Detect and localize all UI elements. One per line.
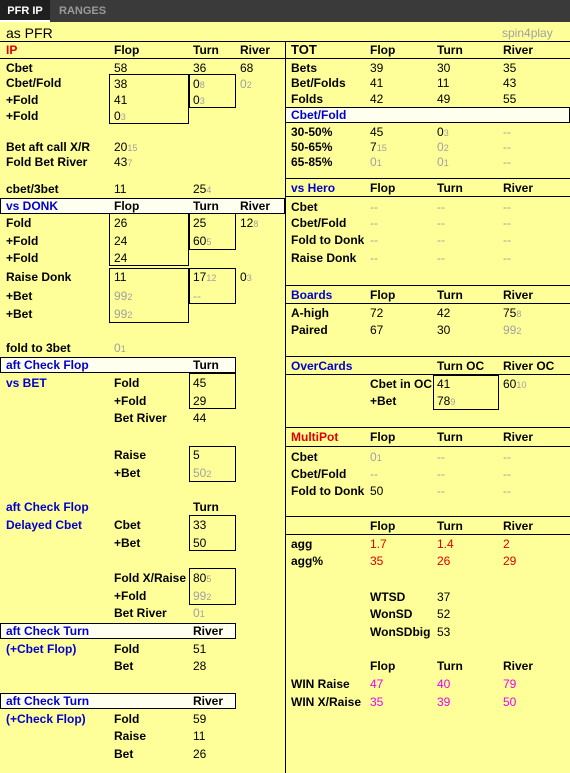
page-title: as PFR	[6, 25, 53, 41]
boards-underline	[285, 303, 570, 304]
agg-pct-river: 29	[503, 554, 517, 568]
hero-cbet-fold-label: Cbet/Fold	[291, 216, 347, 230]
cbet-flop-fold-label: Fold	[114, 642, 140, 656]
hero-raise-donk-label: Raise Donk	[291, 251, 357, 265]
cbet-3bet-label: cbet/3bet	[6, 182, 59, 196]
cbet-in-oc-label: Cbet in OC	[370, 377, 432, 391]
hero-raise-donk-river: --	[503, 251, 511, 265]
acf-turn-header: Turn	[193, 358, 219, 372]
vs-hero-label: vs Hero	[291, 181, 336, 195]
oc-plus-bet-label: +Bet	[370, 394, 397, 408]
mp-cbet-turn: --	[437, 450, 445, 464]
mp-fold-donk-river: --	[503, 484, 511, 498]
agg-pct-flop: 35	[370, 554, 384, 568]
wonsd-value: 52	[437, 607, 451, 621]
raise-plus-bet-1-flop: 992	[114, 289, 133, 303]
wtsd-value: 37	[437, 590, 451, 604]
tab-ranges[interactable]: RANGES	[59, 5, 107, 17]
ip-header-underline	[0, 58, 285, 59]
overcards-underline	[285, 374, 570, 375]
donk-flop-header: Flop	[114, 199, 140, 213]
fold-to-3bet-flop: 01	[114, 341, 126, 355]
win-raise-flop: 47	[370, 677, 384, 691]
fold-xraise-label: Fold X/Raise	[114, 571, 187, 585]
tab-bar	[0, 0, 570, 22]
donk-plus-fold-2-flop: 24	[114, 251, 128, 265]
delayed-plus-fold: 992	[193, 589, 212, 603]
agg-pct-label: agg%	[291, 554, 324, 568]
ip-header-label: IP	[6, 43, 18, 57]
donk-plus-fold-1-flop: 24	[114, 234, 128, 248]
tot-turn-header: Turn	[437, 43, 463, 57]
check-flop-label: (+Check Flop)	[6, 712, 86, 726]
boards-turn-header: Turn	[437, 288, 463, 302]
hero-cbet-fold-river: --	[503, 216, 511, 230]
wonsd-label: WonSD	[370, 607, 413, 621]
delayed-cbet: 33	[193, 518, 207, 532]
mp-cbet-fold-flop: --	[370, 467, 378, 481]
vs-bet-plus-fold: 29	[193, 394, 207, 408]
cbet-fold-section-label: Cbet/Fold	[291, 108, 347, 122]
cf-30-50-flop: 45	[370, 125, 384, 139]
donk-fold-river: 128	[240, 216, 259, 230]
hero-fold-donk-river: --	[503, 233, 511, 247]
win-raise-river: 79	[503, 677, 517, 691]
agg-river-header: River	[503, 519, 534, 533]
donk-river-header: River	[240, 199, 271, 213]
hero-turn-header: Turn	[437, 181, 463, 195]
hero-cbet-label: Cbet	[291, 200, 318, 214]
vs-bet-bet-river-label: Bet River	[114, 411, 167, 425]
vs-bet-raise: 5	[193, 448, 200, 462]
hero-raise-donk-flop: --	[370, 251, 378, 265]
overcards-turn-header: Turn OC	[437, 359, 485, 373]
cbet-flop-fold: 51	[193, 642, 207, 656]
cf-30-50-river: --	[503, 125, 511, 139]
paired-label: Paired	[291, 323, 328, 337]
cbet-fold-flop: 38	[114, 77, 128, 91]
folds-turn: 49	[437, 92, 451, 106]
agg-turn-header: Turn	[437, 519, 463, 533]
hero-fold-donk-flop: --	[370, 233, 378, 247]
tab-pfr-ip[interactable]: PFR IP	[0, 0, 50, 22]
mp-cbet-label: Cbet	[291, 450, 318, 464]
check-flop-fold: 59	[193, 712, 207, 726]
hero-fold-donk-turn: --	[437, 233, 445, 247]
win-xraise-label: WIN X/Raise	[291, 695, 362, 709]
mp-cbet-river: --	[503, 450, 511, 464]
boards-top-rule	[285, 285, 570, 286]
boards-label: Boards	[291, 288, 333, 302]
delayed-plus-fold-label: +Fold	[114, 589, 147, 603]
check-flop-bet-label: Bet	[114, 747, 134, 761]
paired-flop: 67	[370, 323, 384, 337]
delayed-cbet-label: Delayed Cbet	[6, 518, 83, 532]
check-flop-raise: 11	[193, 729, 206, 743]
hero-cbet-river: --	[503, 200, 511, 214]
boards-flop-header: Flop	[370, 288, 396, 302]
agg-river: 2	[503, 537, 510, 551]
donk-plus-fold-1-turn: 605	[193, 234, 212, 248]
cbet-flop-label: (+Cbet Flop)	[6, 642, 77, 656]
hero-cbet-flop: --	[370, 200, 378, 214]
delayed-bet-river: 01	[193, 606, 205, 620]
tot-river-header: River	[503, 43, 534, 57]
paired-river: 992	[503, 323, 522, 337]
donk-turn-header: Turn	[193, 199, 219, 213]
cbet-fold-turn: 08	[193, 77, 205, 91]
overcards-top-rule	[285, 356, 570, 357]
ip-flop-header: Flop	[114, 43, 140, 57]
a-high-label: A-high	[291, 306, 329, 320]
column-divider	[285, 41, 286, 773]
check-flop-fold-label: Fold	[114, 712, 140, 726]
agg-underline	[285, 534, 570, 535]
overcards-label: OverCards	[291, 359, 353, 373]
cbet-flop: 58	[114, 61, 128, 75]
raise-plus-bet-label-2: +Bet	[6, 307, 33, 321]
bets-flop: 39	[370, 61, 384, 75]
wonsdbig-value: 53	[437, 625, 451, 639]
cf-50-65-flop: 715	[370, 140, 387, 154]
bet-aft-call-label: Bet aft call X/R	[6, 140, 91, 154]
oc-plus-bet-turn: 789	[437, 394, 456, 408]
cbet-in-oc-river: 6010	[503, 377, 527, 391]
win-xraise-flop: 35	[370, 695, 384, 709]
cbet-in-oc-turn: 41	[437, 377, 451, 391]
mp-fold-donk-flop: 50	[370, 484, 384, 498]
aft-check-turn-2-label: aft Check Turn	[6, 694, 90, 708]
mp-cbet-flop: 01	[370, 450, 382, 464]
cbet-fold-river: 02	[240, 77, 252, 91]
vs-donk-label: vs DONK	[6, 199, 59, 213]
cf-30-50-turn: 03	[437, 125, 449, 139]
vs-bet-bet-river: 44	[193, 411, 207, 425]
paired-turn: 30	[437, 323, 451, 337]
delayed-plus-bet-label: +Bet	[114, 536, 141, 550]
win-turn-header: Turn	[437, 659, 463, 673]
donk-plus-fold-label-1: +Fold	[6, 234, 39, 248]
cbet-flop-bet: 28	[193, 659, 207, 673]
cbet-3bet-turn: 254	[193, 182, 212, 196]
folds-river: 55	[503, 92, 517, 106]
bet-aft-call-flop: 2015	[114, 140, 138, 154]
hero-underline	[285, 196, 570, 197]
fold-xraise: 805	[193, 571, 212, 585]
agg-turn: 1.4	[437, 537, 454, 551]
raise-donk-turn: 1712	[193, 270, 217, 284]
win-raise-turn: 40	[437, 677, 451, 691]
delayed-bet-river-label: Bet River	[114, 606, 167, 620]
vs-bet-label: vs BET	[6, 376, 47, 390]
vs-bet-plus-bet: 502	[193, 466, 212, 480]
mp-fold-donk-turn: --	[437, 484, 445, 498]
bet-folds-turn: 11	[437, 76, 450, 90]
act-river-header: River	[193, 624, 224, 638]
wtsd-label: WTSD	[370, 590, 406, 604]
donk-fold-label: Fold	[6, 216, 32, 230]
check-flop-raise-label: Raise	[114, 729, 147, 743]
multipot-label: MultiPot	[291, 430, 339, 444]
overcards-river-header: River OC	[503, 359, 555, 373]
mp-cbet-fold-river: --	[503, 467, 511, 481]
cbet-flop-bet-label: Bet	[114, 659, 134, 673]
hero-cbet-turn: --	[437, 200, 445, 214]
vs-bet-fold: 45	[193, 376, 207, 390]
cf-65-85-river: --	[503, 155, 511, 169]
tot-underline	[285, 58, 570, 59]
folds-flop: 42	[370, 92, 384, 106]
cf-65-85-label: 65-85%	[291, 155, 333, 169]
fold-bet-river-flop: 437	[114, 155, 133, 169]
cf-30-50-label: 30-50%	[291, 125, 333, 139]
cf-50-65-turn: 02	[437, 140, 449, 154]
plus-fold-1-turn: 03	[193, 93, 205, 107]
multipot-underline	[285, 446, 570, 447]
cbet-fold-label: Cbet/Fold	[6, 76, 62, 90]
aft-check-flop-2-label: aft Check Flop	[6, 500, 89, 514]
win-xraise-turn: 39	[437, 695, 451, 709]
a-high-turn: 42	[437, 306, 451, 320]
raise-donk-river: 03	[240, 270, 252, 284]
aft-check-turn-label: aft Check Turn	[6, 624, 90, 638]
agg-top-rule	[285, 516, 570, 517]
fold-to-3bet-label: fold to 3bet	[6, 341, 71, 355]
mp-cbet-fold-turn: --	[437, 467, 445, 481]
vs-bet-fold-label: Fold	[114, 376, 140, 390]
raise-plus-bet-2-flop: 992	[114, 307, 133, 321]
tot-flop-header: Flop	[370, 43, 396, 57]
vs-bet-plus-fold-label: +Fold	[114, 394, 147, 408]
cf-65-85-flop: 01	[370, 155, 382, 169]
cf-50-65-label: 50-65%	[291, 140, 333, 154]
folds-label: Folds	[291, 92, 323, 106]
agg-pct-turn: 26	[437, 554, 451, 568]
multipot-top-rule	[285, 427, 570, 428]
hero-top-rule	[285, 178, 570, 179]
mp-fold-donk-label: Fold to Donk	[291, 484, 365, 498]
raise-donk-label: Raise Donk	[6, 270, 72, 284]
raise-plus-bet-1-turn: --	[193, 289, 201, 303]
agg-flop: 1.7	[370, 537, 387, 551]
multipot-flop-header: Flop	[370, 430, 396, 444]
hero-fold-donk-label: Fold to Donk	[291, 233, 365, 247]
tot-label: TOT	[291, 42, 317, 57]
a-high-flop: 72	[370, 306, 384, 320]
check-flop-bet: 26	[193, 747, 207, 761]
cbet-3bet-flop: 11	[114, 182, 127, 196]
hero-river-header: River	[503, 181, 534, 195]
agg-flop-header: Flop	[370, 519, 396, 533]
hero-raise-donk-turn: --	[437, 251, 445, 265]
a-high-river: 758	[503, 306, 522, 320]
ip-turn-header: Turn	[193, 43, 219, 57]
boards-river-header: River	[503, 288, 534, 302]
delayed-cbet-row-label: Cbet	[114, 518, 141, 532]
cbet-label: Cbet	[6, 61, 33, 75]
win-river-header: River	[503, 659, 534, 673]
mp-cbet-fold-label: Cbet/Fold	[291, 467, 347, 481]
multipot-river-header: River	[503, 430, 534, 444]
raise-plus-bet-label-1: +Bet	[6, 289, 33, 303]
hero-cbet-fold-flop: --	[370, 216, 378, 230]
act2-river-header: River	[193, 694, 224, 708]
plus-fold-2-flop: 03	[114, 109, 126, 123]
donk-fold-flop: 26	[114, 216, 128, 230]
bets-turn: 30	[437, 61, 451, 75]
cf-50-65-river: --	[503, 140, 511, 154]
fold-bet-river-label: Fold Bet River	[6, 155, 88, 169]
bets-river: 35	[503, 61, 517, 75]
plus-fold-label-2: +Fold	[6, 109, 39, 123]
multipot-turn-header: Turn	[437, 430, 463, 444]
wonsdbig-label: WonSDbig	[370, 625, 431, 639]
ip-river-header: River	[240, 43, 271, 57]
vs-bet-raise-label: Raise	[114, 448, 147, 462]
vs-bet-plus-bet-label: +Bet	[114, 466, 141, 480]
acf2-turn-header: Turn	[193, 500, 219, 514]
cbet-turn: 36	[193, 61, 207, 75]
win-raise-label: WIN Raise	[291, 677, 350, 691]
raise-donk-flop: 11	[114, 270, 127, 284]
cf-65-85-turn: 01	[437, 155, 449, 169]
donk-plus-fold-label-2: +Fold	[6, 251, 39, 265]
brand-label: spin4play	[502, 26, 553, 40]
agg-label: agg	[291, 537, 313, 551]
aft-check-flop-label: aft Check Flop	[6, 358, 89, 372]
donk-fold-turn: 25	[193, 216, 207, 230]
bet-folds-river: 43	[503, 76, 517, 90]
bet-folds-flop: 41	[370, 76, 384, 90]
hero-cbet-fold-turn: --	[437, 216, 445, 230]
delayed-plus-bet: 50	[193, 536, 207, 550]
hero-flop-header: Flop	[370, 181, 396, 195]
bets-label: Bets	[291, 61, 318, 75]
plus-fold-label-1: +Fold	[6, 93, 39, 107]
win-flop-header: Flop	[370, 659, 396, 673]
cbet-river: 68	[240, 61, 254, 75]
win-xraise-river: 50	[503, 695, 517, 709]
bet-folds-label: Bet/Folds	[291, 76, 346, 90]
plus-fold-1-flop: 41	[114, 93, 128, 107]
